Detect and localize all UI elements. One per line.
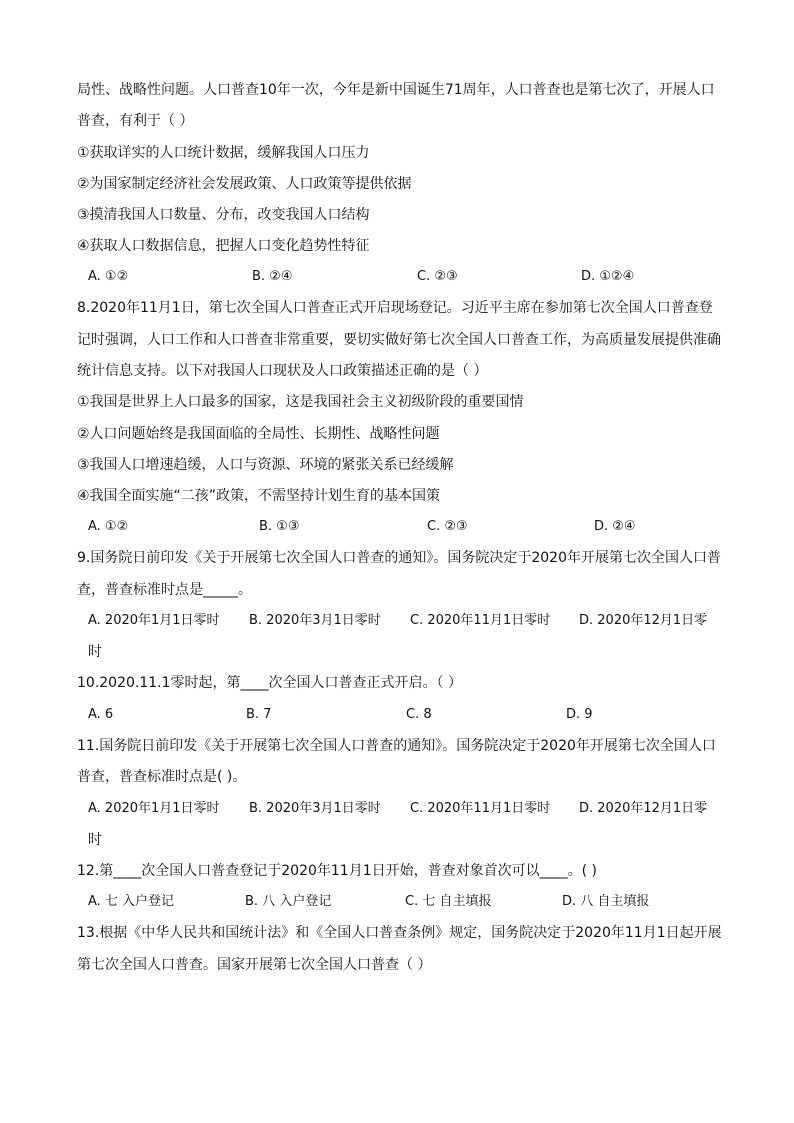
q8-stem-line2: 记时强调，人口工作和人口普查非常重要，要切实做好第七次全国人口普查工作，为高质量发展提供准确 xyxy=(77,332,721,348)
q9-option-a: A. 2020年1月1日零时 xyxy=(88,613,220,628)
q9-option-d-wrap: 时 xyxy=(88,644,102,660)
q9-stem-line2: 查，普查标准时点是_____。 xyxy=(77,582,252,598)
q12-option-b: B. 八 入户登记 xyxy=(245,894,332,909)
q8-stem-line3: 统计信息支持。以下对我国人口现状及人口政策描述正确的是（ ） xyxy=(77,363,488,379)
q7-statement-4: ④获取人口数据信息，把握人口变化趋势性特征 xyxy=(77,238,370,254)
q8-option-b: B. ①③ xyxy=(259,519,300,534)
q7-option-d: D. ①②④ xyxy=(581,269,635,284)
q11-stem-line1: 11.国务院日前印发《关于开展第七次全国人口普查的通知》。国务院决定于2020年开展第七次全国人口 xyxy=(77,738,716,754)
q12-option-d: D. 八 自主填报 xyxy=(562,894,650,909)
q7-stem-line2: 普查，有利于（ ） xyxy=(77,113,194,129)
q12-options xyxy=(88,892,728,912)
q12-option-a: A. 七 入户登记 xyxy=(88,894,175,909)
q11-option-d-wrap: 时 xyxy=(88,832,102,848)
q9-option-c: C. 2020年11月1日零时 xyxy=(410,613,551,628)
q7-stem-line1: 局性、战略性问题。人口普查10年一次，今年是新中国诞生71周年，人口普查也是第七次了，开展人口 xyxy=(77,82,715,98)
q13-stem-line2: 第七次全国人口普查。国家开展第七次全国人口普查（ ） xyxy=(77,957,432,973)
q8-option-a: A. ①② xyxy=(88,519,129,534)
q10-option-c: C. 8 xyxy=(406,707,432,722)
q8-stem-line1: 8.2020年11月1日，第七次全国人口普查正式开启现场登记。习近平主席在参加第七次全国人口普查登 xyxy=(77,300,713,316)
q11-option-d: D. 2020年12月1日零 xyxy=(579,801,708,816)
q8-statement-2: ②人口问题始终是我国面临的全局性、长期性、战略性问题 xyxy=(77,426,440,442)
q8-statement-1: ①我国是世界上人口最多的国家，这是我国社会主义初级阶段的重要国情 xyxy=(77,394,524,410)
q7-option-b: B. ②④ xyxy=(252,269,293,284)
q10-option-a: A. 6 xyxy=(88,707,114,722)
q9-option-b: B. 2020年3月1日零时 xyxy=(249,613,381,628)
q8-statement-3: ③我国人口增速趋缓，人口与资源、环境的紧张关系已经缓解 xyxy=(77,457,454,473)
q8-statement-4: ④我国全面实施“二孩”政策，不需坚持计划生育的基本国策 xyxy=(77,488,441,504)
q8-options xyxy=(88,517,728,537)
q11-option-a: A. 2020年1月1日零时 xyxy=(88,801,220,816)
q12-option-c: C. 七 自主填报 xyxy=(405,894,492,909)
q10-option-b: B. 7 xyxy=(246,707,272,722)
q7-statement-2: ②为国家制定经济社会发展政策、人口政策等提供依据 xyxy=(77,176,412,192)
q10-option-d: D. 9 xyxy=(566,707,593,722)
q8-option-c: C. ②③ xyxy=(427,519,468,534)
q11-option-c: C. 2020年11月1日零时 xyxy=(410,801,551,816)
q11-stem-line2: 普查，普查标准时点是( )。 xyxy=(77,769,247,785)
q7-statement-3: ③摸清我国人口数量、分布，改变我国人口结构 xyxy=(77,207,370,223)
q8-option-d: D. ②④ xyxy=(594,519,636,534)
q9-stem-line1: 9.国务院日前印发《关于开展第七次全国人口普查的通知》。国务院决定于2020年开展第七次全国人口普 xyxy=(77,550,721,566)
q13-stem-line1: 13.根据《中华人民共和国统计法》和《全国人口普查条例》规定，国务院决定于2020年11月1日起开展 xyxy=(77,925,722,941)
q7-option-c: C. ②③ xyxy=(417,269,458,284)
q11-options xyxy=(88,799,728,819)
q9-option-d: D. 2020年12月1日零 xyxy=(579,613,708,628)
q12-stem: 12.第____次全国人口普查登记于2020年11月1日开始，普查对象首次可以____。( ) xyxy=(77,863,597,879)
q10-stem: 10.2020.11.1零时起，第____次全国人口普查正式开启。（ ） xyxy=(77,675,462,691)
q7-options xyxy=(88,267,728,287)
q7-option-a: A. ①② xyxy=(88,269,129,284)
q10-options xyxy=(88,705,728,725)
q7-statement-1: ①获取详实的人口统计数据，缓解我国人口压力 xyxy=(77,145,370,161)
q11-option-b: B. 2020年3月1日零时 xyxy=(249,801,381,816)
q9-options xyxy=(88,611,728,631)
